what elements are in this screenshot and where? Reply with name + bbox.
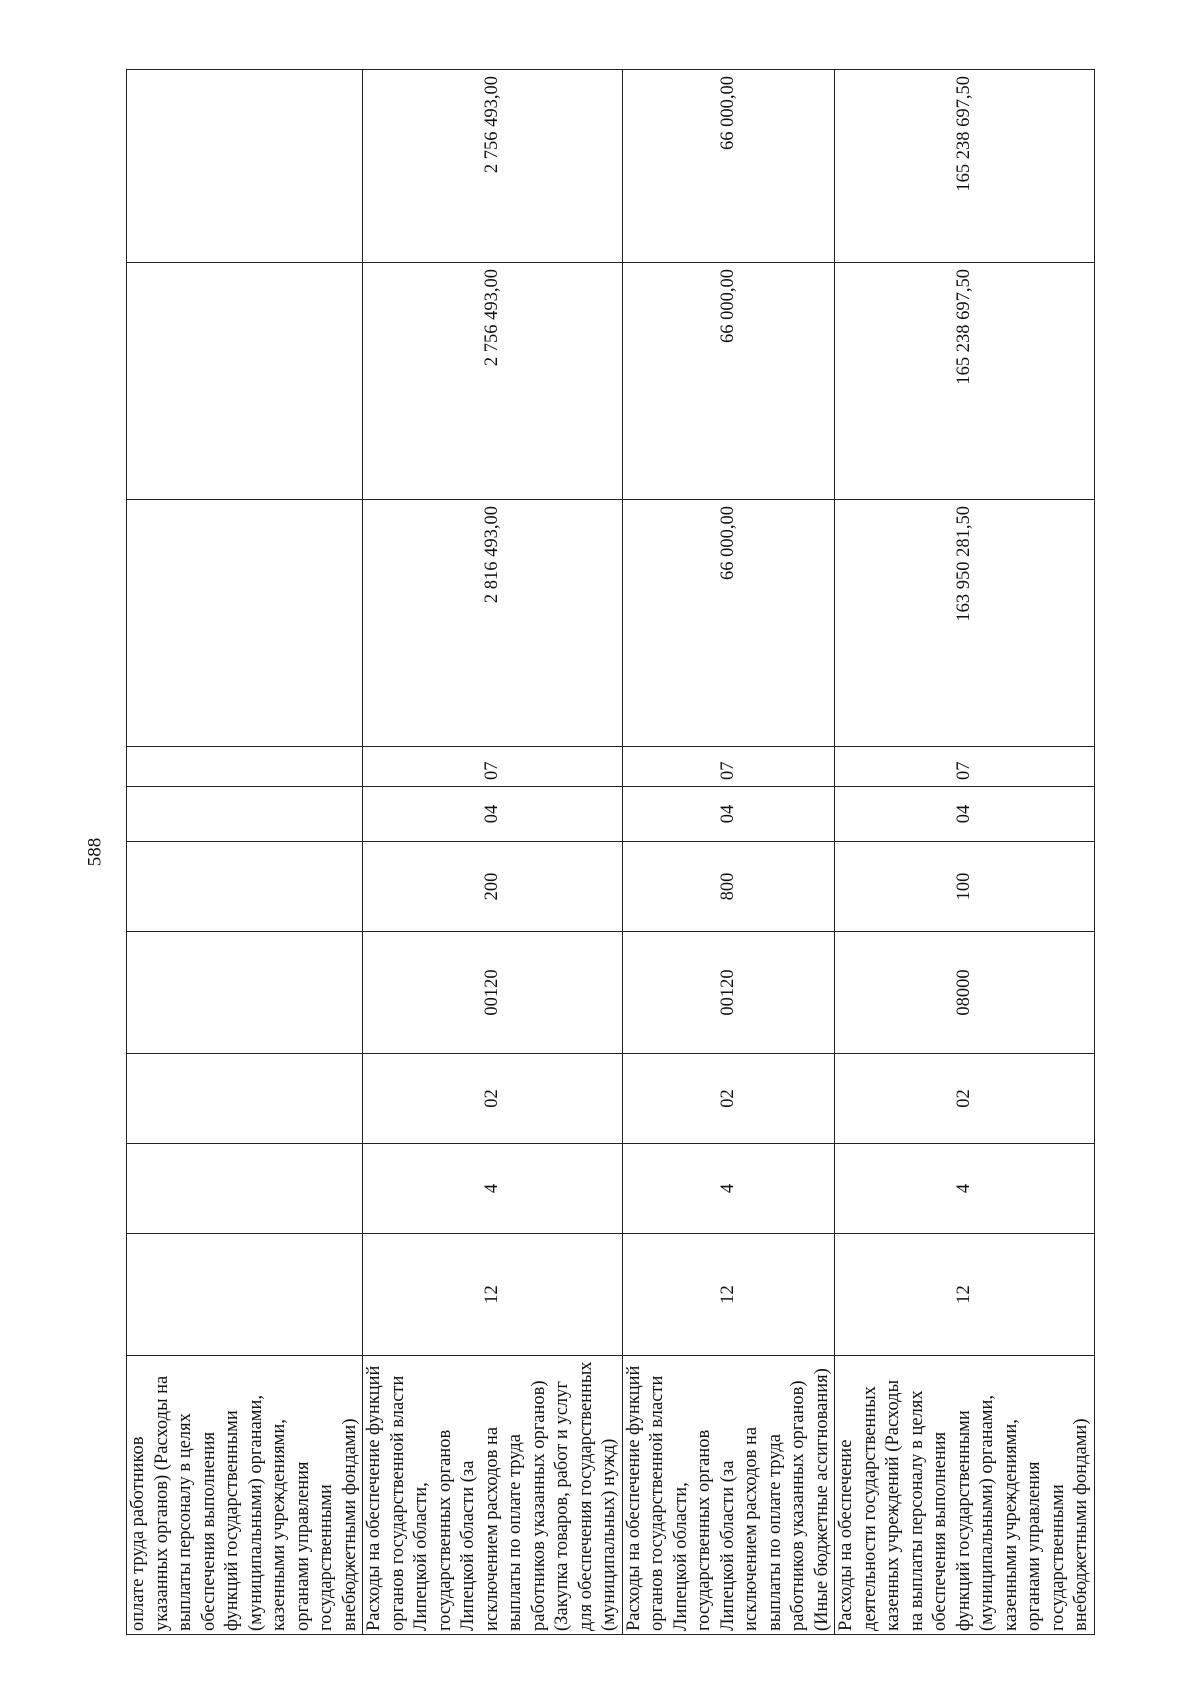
table-row — [127, 70, 363, 1635]
amount-cell: 66 000,00 — [622, 263, 835, 500]
amount-cell: 2 756 493,00 — [363, 70, 623, 263]
amount-cell: 66 000,00 — [622, 500, 835, 747]
amount-cell — [127, 70, 363, 263]
code-cell: 4 — [835, 1144, 1095, 1234]
code-cell: 12 — [835, 1234, 1095, 1356]
code-cell: 4 — [622, 1144, 835, 1234]
code-cell: 07 — [363, 747, 623, 787]
code-cell: 07 — [835, 747, 1095, 787]
code-cell: 200 — [363, 842, 623, 932]
amount-cell: 165 238 697,50 — [835, 263, 1095, 500]
amount-cell: 2 816 493,00 — [363, 500, 623, 747]
code-cell: 02 — [363, 1054, 623, 1144]
code-cell: 12 — [363, 1234, 623, 1356]
code-cell: 02 — [835, 1054, 1095, 1144]
code-cell: 4 — [363, 1144, 623, 1234]
budget-table — [126, 69, 1095, 1635]
code-cell: 100 — [835, 842, 1095, 932]
code-cell: 00120 — [622, 932, 835, 1054]
code-cell — [127, 747, 363, 787]
budget-table-rotated — [126, 70, 1091, 1635]
code-cell: 00120 — [363, 932, 623, 1054]
table-row — [835, 70, 1095, 1635]
code-cell — [127, 1054, 363, 1144]
code-cell — [127, 1144, 363, 1234]
table-row — [622, 70, 835, 1635]
code-cell: 04 — [363, 787, 623, 842]
code-cell: 02 — [622, 1054, 835, 1144]
code-cell: 04 — [622, 787, 835, 842]
code-cell: 800 — [622, 842, 835, 932]
row-description: Расходы на обеспечение деятельности государственных казенных учреждений (Расходы на выплаты персоналу в целях обеспечения выполнения функций государственными (муниципальными) органами, казенными учреждениями, органами управления государственными внебюджетными фондами) — [835, 1356, 1095, 1635]
page-number-text: 588 — [84, 837, 105, 867]
code-cell — [127, 842, 363, 932]
amount-cell: 165 238 697,50 — [835, 70, 1095, 263]
row-description: Расходы на обеспечение функций органов государственной власти Липецкой области, государственных органов Липецкой области (за исключением расходов на выплаты по оплате труда работников указанных органов) (Закупка товаров, работ и услуг для обеспечения государственных (муниципальных) нужд) — [363, 1356, 623, 1635]
code-cell: 08000 — [835, 932, 1095, 1054]
code-cell: 07 — [622, 747, 835, 787]
amount-cell — [127, 263, 363, 500]
code-cell — [127, 1234, 363, 1356]
amount-cell: 2 756 493,00 — [363, 263, 623, 500]
amount-cell: 66 000,00 — [622, 70, 835, 263]
code-cell: 04 — [835, 787, 1095, 842]
code-cell — [127, 787, 363, 842]
code-cell — [127, 932, 363, 1054]
row-description: оплате труда работников указанных органов) (Расходы на выплаты персоналу в целях обеспечения выполнения функций государственными (муниципальными) органами, казенными учреждениями, органами управления государственными внебюджетными фондами) — [127, 1356, 363, 1635]
amount-cell: 163 950 281,50 — [835, 500, 1095, 747]
amount-cell — [127, 500, 363, 747]
page-number — [78, 832, 112, 872]
row-description: Расходы на обеспечение функций органов государственной власти Липецкой области, государственных органов Липецкой области (за исключением расходов на выплаты по оплате труда работников указанных органов) (Иные бюджетные ассигнования) — [622, 1356, 835, 1635]
table-row — [363, 70, 623, 1635]
code-cell: 12 — [622, 1234, 835, 1356]
